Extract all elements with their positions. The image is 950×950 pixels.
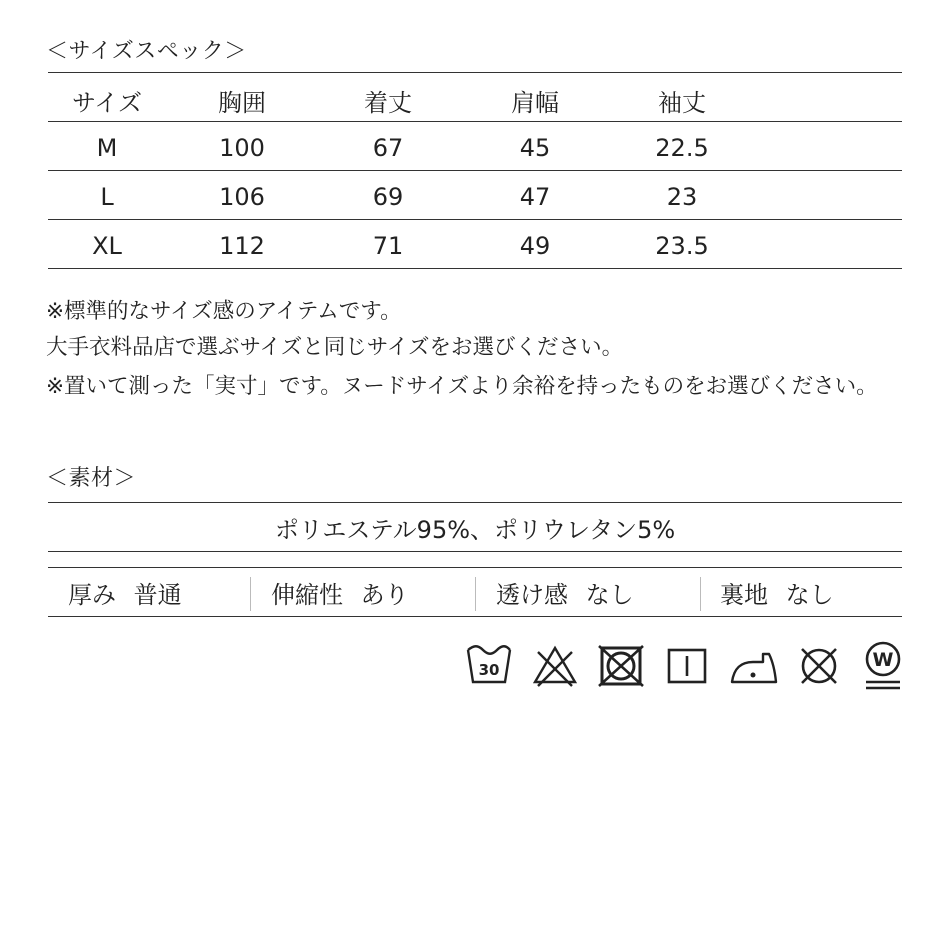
cell-shoulder: 47: [519, 183, 551, 211]
header-length: 着丈: [364, 89, 412, 117]
material-composition: ポリエステル95%、ポリウレタン5%: [274, 516, 676, 544]
cell-size: L: [100, 183, 114, 211]
header-shoulder: 肩幅: [511, 89, 559, 117]
cell-length: 71: [372, 232, 404, 260]
cell-size: XL: [92, 232, 122, 260]
row-divider: [48, 170, 902, 171]
row-divider: [48, 219, 902, 220]
no-dry-clean-icon: [797, 644, 841, 688]
cell-sleeve: 22.5: [655, 134, 709, 162]
cell-sleeve: 23: [666, 183, 698, 211]
property-sheerness: [496, 575, 634, 610]
table-top-border: [48, 72, 902, 73]
cell-chest: 106: [219, 183, 265, 211]
property-stretch: [271, 575, 409, 610]
wash-temp-label: 30: [478, 661, 500, 679]
cell-length: 69: [372, 183, 404, 211]
no-bleach-icon: [532, 644, 578, 688]
spec-note: ※標準的なサイズ感のアイテムです。: [46, 299, 402, 324]
header-size: サイズ: [71, 89, 143, 117]
no-tumble-dry-icon: [597, 644, 645, 688]
iron-low-icon: [729, 644, 779, 688]
property-divider: [475, 577, 476, 611]
material-title: ＜素材＞: [46, 466, 137, 491]
property-value: 普通: [133, 581, 182, 609]
cell-shoulder: 49: [519, 232, 551, 260]
wet-clean-label: W: [872, 649, 894, 671]
property-divider: [250, 577, 251, 611]
wash-30-icon: [466, 644, 512, 688]
property-thickness: [68, 575, 182, 610]
property-label: 伸縮性: [271, 581, 343, 609]
properties-bottom-border: [48, 616, 902, 617]
cell-chest: 100: [219, 134, 265, 162]
spec-title: ＜サイズスペック＞: [46, 39, 247, 64]
material-bottom-border: [48, 551, 902, 552]
property-lining: [720, 575, 834, 610]
header-chest: 胸囲: [218, 89, 266, 117]
row-divider: [48, 121, 902, 122]
property-label: 裏地: [720, 581, 768, 609]
cell-chest: 112: [219, 232, 265, 260]
properties-top-border: [48, 567, 902, 568]
spec-note: 大手衣料品店で選ぶサイズと同じサイズをお選びください。: [46, 335, 624, 360]
table-bottom-border: [48, 268, 902, 269]
property-value: なし: [585, 581, 634, 609]
material-top-border: [48, 502, 902, 503]
cell-size: M: [96, 134, 118, 162]
spec-note: ※置いて測った「実寸」です。ヌードサイズより余裕を持ったものをお選びください。: [46, 374, 878, 399]
header-sleeve: 袖丈: [658, 89, 706, 117]
property-divider: [700, 577, 701, 611]
property-label: 透け感: [496, 581, 568, 609]
property-label: 厚み: [68, 581, 116, 609]
property-value: なし: [785, 581, 834, 609]
property-value: あり: [360, 581, 409, 609]
cell-length: 67: [372, 134, 404, 162]
wet-clean-icon: [862, 640, 904, 692]
line-dry-icon: [666, 644, 708, 688]
cell-shoulder: 45: [519, 134, 551, 162]
cell-sleeve: 23.5: [655, 232, 709, 260]
